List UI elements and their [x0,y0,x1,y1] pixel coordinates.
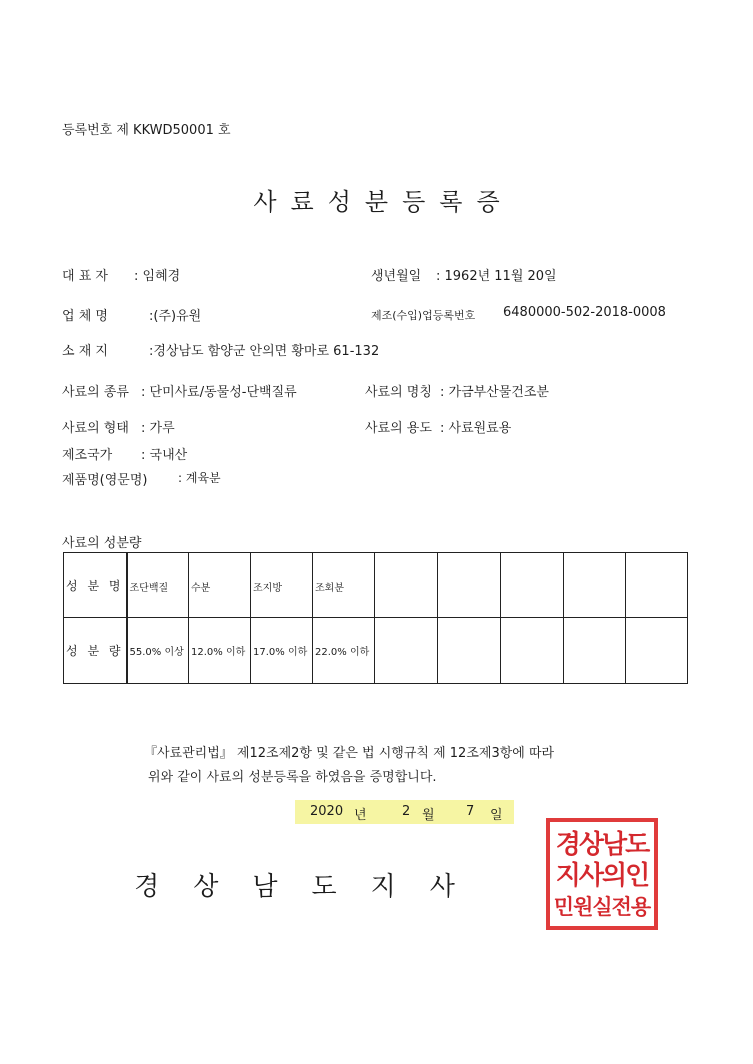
component-name-cell [438,553,501,618]
issuer-name: 경상남도지사 [134,872,489,902]
address-label: 소 재 지 [62,344,108,359]
component-amount-cell [564,618,626,684]
component-amount-cell: 17.0% 이하 [251,618,313,684]
date-year: 2020 [310,804,344,819]
component-amount-cell [375,618,438,684]
component-amount-cell [501,618,564,684]
country-value: : 국내산 [141,448,188,463]
issue-date [295,800,514,824]
registration-number: 등록번호 제 KKWD50001 호 [62,123,231,138]
official-seal [546,818,658,930]
country-label: 제조국가 [62,448,113,463]
representative-value: : 임혜경 [134,269,181,284]
address-value: :경상남도 함양군 안의면 황마로 61-132 [149,344,380,359]
date-year-unit: 년 [354,808,367,823]
birthdate-label: 생년월일 [371,269,422,284]
component-name-cell: 수분 [189,553,251,618]
component-amount-cell: 55.0% 이상 [127,618,189,684]
component-amount-cell [626,618,688,684]
component-name-cell [626,553,688,618]
date-day: 7 [466,804,475,819]
feed-use-label: 사료의 용도 [365,421,432,436]
seal-line-3: 민원실전용 [553,895,651,919]
feed-name-value: : 가금부산물건조분 [440,385,549,400]
composition-caption: 사료의 성분량 [62,536,142,551]
date-month: 2 [402,804,411,819]
certification-line-1: 『사료관리법』 제12조제2항 및 같은 법 시행규칙 제 12조제3항에 따라 [144,746,555,761]
component-name-cell [375,553,438,618]
product-name-label: 제품명(영문명) [62,473,148,488]
composition-amount-row [64,618,688,684]
feed-name-label: 사료의 명칭 [365,385,432,400]
component-name-cell: 조단백질 [127,553,189,618]
representative-label: 대 표 자 [62,269,108,284]
date-day-unit: 일 [490,808,503,823]
composition-name-row [64,553,688,618]
feed-form-value: : 가루 [141,421,175,436]
component-name-cell [564,553,626,618]
component-amount-cell [438,618,501,684]
composition-table [63,552,688,684]
component-name-cell: 조회분 [313,553,375,618]
mfg-number-label: 제조(수입)업등록번호 [371,309,476,322]
company-label: 업 체 명 [62,309,108,324]
seal-line-2: 지사의인 [555,861,649,891]
feed-type-value: : 단미사료/동물성-단백질류 [141,385,297,400]
product-name-value: : 계육분 [178,471,221,485]
component-amount-cell: 22.0% 이하 [313,618,375,684]
component-amount-cell: 12.0% 이하 [189,618,251,684]
component-amount-header: 성 분 량 [64,618,127,684]
feed-form-label: 사료의 형태 [62,421,129,436]
component-name-header: 성 분 명 [64,553,127,618]
birthdate-value: : 1962년 11월 20일 [436,269,557,284]
feed-type-label: 사료의 종류 [62,385,129,400]
company-value: :(주)유원 [149,309,202,324]
mfg-number-value: 6480000-502-2018-0008 [503,305,666,320]
feed-use-value: : 사료원료용 [440,421,512,436]
certification-line-2: 위와 같이 사료의 성분등록을 하였음을 증명합니다. [148,770,437,785]
component-name-cell: 조지방 [251,553,313,618]
component-name-cell [501,553,564,618]
document-title: 사료성분등록증 [253,188,514,216]
date-month-unit: 월 [422,808,435,823]
seal-line-1: 경상남도 [555,830,649,860]
